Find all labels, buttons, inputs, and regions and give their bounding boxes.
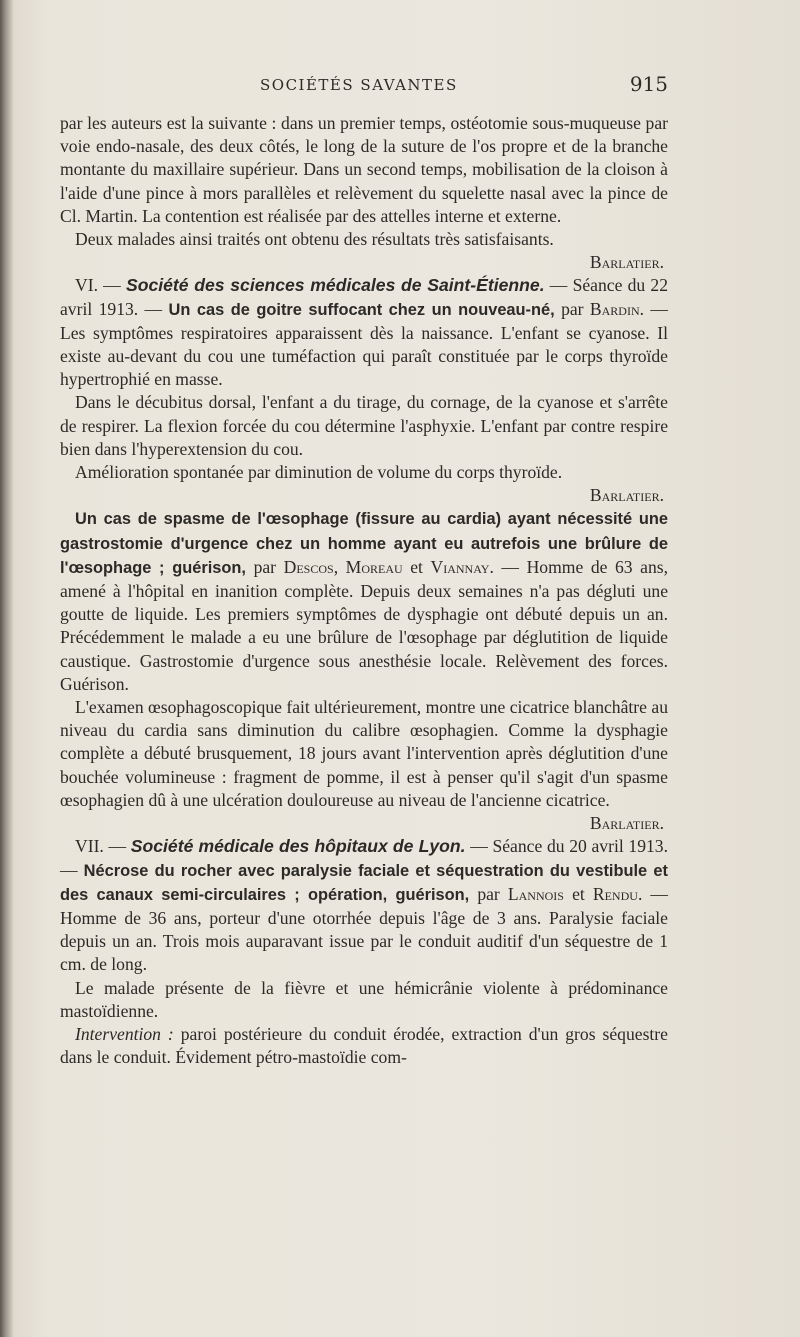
author-name: Descos: [283, 556, 334, 577]
paragraph-text: Deux malades ainsi traités ont obtenu des résultats très satisfaisants.: [75, 229, 554, 250]
separator: ,: [333, 556, 339, 577]
and-word: et: [572, 883, 585, 904]
paragraph: [60, 696, 668, 812]
par-word: par: [561, 298, 584, 319]
author-name: Bardin: [589, 298, 640, 319]
society-name: Société des sciences médicales de Saint-Étienne.: [125, 275, 545, 296]
running-title: SOCIÉTÉS SAVANTES: [260, 76, 458, 94]
section-vi: [60, 274, 668, 391]
signature: Barlatier.: [589, 252, 664, 273]
paragraph-text: . — Homme de 63 ans, amené à l'hôpital en inanition complète. Depuis deux semaines n'a pas dégluti une goutte de liquide. Les premiers symptômes de dysphagie ont débuté depuis un an. Précédemment le malade a eu une brûlure de l'œsophage par déglutition de liquide caustique. Gastrostomie d'urgence sous anesthésie locale. Relèvement des forces. Guérison.: [60, 556, 669, 694]
signature: Barlatier.: [589, 813, 664, 834]
paragraph: [60, 391, 668, 461]
case-title: Nécrose du rocher avec paralysie faciale et séquestration du vestibule et des canaux semi-circulaires ; opération, guérison,: [60, 861, 668, 904]
author-name: Viannay: [430, 556, 490, 577]
author-name: Lannois: [507, 883, 564, 904]
paragraph-text: . — Les symptômes respiratoires apparaissent dès la naissance. L'enfant se cyanose. Il existe au-devant du cou une tuméfaction qui paraît constituée par le corps thyroïde hypertrophié en masse.: [60, 298, 668, 390]
and-word: et: [410, 556, 423, 577]
signature: Barlatier.: [589, 485, 664, 506]
paragraph: [60, 461, 668, 484]
paragraph: [60, 977, 668, 1023]
paragraph-text: Amélioration spontanée par diminution de volume du corps thyroïde.: [75, 462, 563, 483]
paragraph-text: par les auteurs est la suivante : dans un premier temps, ostéotomie sous-muqueuse par voie endo-nasale, des deux côtés, le long de la suture de l'os propre et de la branche montante du maxillaire supérieur. Dans un second temps, mobilisation de la cloison à l'aide d'une pince à mors parallèles et relèvement du squelette nasal avec la pince de Cl. Martin. La contention est réalisée par des attelles interne et externe.: [60, 113, 668, 226]
paragraph: [60, 112, 668, 228]
paragraph-text: paroi postérieure du conduit érodée, extraction d'un gros séquestre dans le conduit. Évidement pétro-mastoïdie com-: [60, 1023, 668, 1068]
case-title: Un cas de goitre suffocant chez un nouveau-né,: [168, 300, 555, 319]
author-name: Moreau: [345, 556, 403, 577]
par-word: par: [253, 556, 277, 577]
section-numeral: VI. —: [75, 275, 121, 296]
section-vii: [60, 835, 668, 976]
author-name: Rendu: [592, 883, 638, 904]
seance-date: — Séance du 20 avril 1913. —: [60, 836, 668, 880]
intervention-label: Intervention :: [75, 1023, 174, 1044]
society-name: Société médicale des hôpitaux de Lyon.: [130, 836, 466, 857]
case-title: Un cas de spasme de l'œsophage (fissure au cardia) ayant nécessité une gastrostomie d'urgence chez un homme ayant eu autrefois une brûlure de l'œsophage ; guérison,: [60, 510, 668, 577]
page-number: 915: [629, 72, 668, 96]
binding-shadow: [0, 0, 14, 1337]
body-text: [60, 112, 668, 1069]
seance-date: — Séance du 22 avril 1913. —: [60, 275, 668, 319]
par-word: par: [477, 883, 500, 904]
page-header: [60, 72, 668, 98]
paragraph: [60, 228, 668, 251]
paragraph-text: Le malade présente de la fièvre et une hémicrânie violente à prédominance mastoïdienne.: [60, 977, 668, 1021]
section-numeral: VII. —: [75, 836, 127, 857]
paragraph: [60, 1023, 668, 1069]
paragraph-text: . — Homme de 36 ans, porteur d'une otorrhée depuis l'âge de 3 ans. Paralysie faciale depuis un an. Trois mois auparavant issue par le conduit auditif d'un séquestre de 1 cm. de long.: [60, 883, 669, 975]
paragraph-text: Dans le décubitus dorsal, l'enfant a du tirage, du cornage, de la cyanose et s'arrête de respirer. La flexion forcée du cou détermine l'asphyxie. L'enfant par contre respire bien dans l'hyperextension du cou.: [60, 392, 668, 459]
paragraph-text: L'examen œsophagoscopique fait ultérieurement, montre une cicatrice blanchâtre au niveau du cardia sans diminution du calibre œsophagien. Comme la dysphagie complète a débuté brusquement, 18 jours avant l'intervention après déglutition d'une bouchée volumineuse : fragment de pomme, il est à penser qu'il s'agit d'un spasme œsophagien dû à une ulcération douloureuse au niveau de l'ancienne cicatrice.: [60, 697, 668, 810]
case-spasme: [60, 507, 668, 696]
